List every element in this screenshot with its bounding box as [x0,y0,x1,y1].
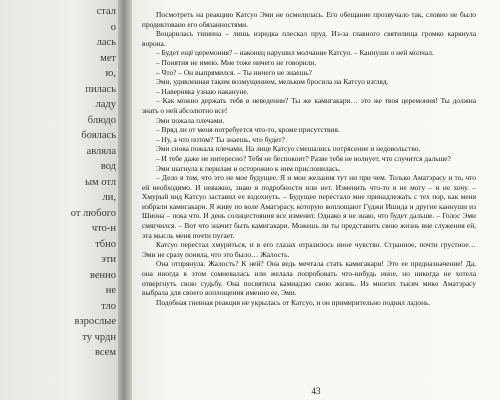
left-page-edge [0,0,122,400]
body-text [142,10,476,307]
paragraph: – Что? – Он выпрямился. – Ты ничего не знаешь? [156,67,312,77]
left-page-fragment: от любого [70,207,116,219]
left-page-fragment: что-н [91,223,116,234]
paragraph: – Как можно держать тебя в неведении? Ты же камигакари… это же твоя церемония! Ты должна знать о ней абсолютно все! [142,96,476,115]
left-page-fragment: эти [101,254,116,265]
paragraph: Эми, удивленная таким возмущением, мельком бросила на Катсуо взгляд. [156,77,389,87]
left-page-fragment: боялась [81,130,116,141]
left-page-fragment: не [105,285,116,296]
left-page-fragment: тло [101,300,116,312]
left-page-fragment: ладу [95,99,116,110]
paragraph: – Вряд ли от меня потребуется что-то, кроме присутствия. [156,125,340,135]
paragraph: Она отпрянула. Жалость? К ней? Она ведь мечтала стать камигакари! Это ее предназначение! Да, она иногда в этом сомневалась или желала попробовать что-нибудь иное, но никогда не хотела отвергнуть свою судьбу. Она посвятила камиадзю свою жизнь. Из многих тысяч мико Аматэрасу выбрала для своего воплощения именно ее, Эми. [142,259,476,298]
left-page-fragment: взрослые [74,316,116,327]
left-page-fragment: ю, [105,68,116,79]
right-page [132,0,500,400]
left-page-fragment: всем [95,347,116,358]
paragraph: – Ну, а что потом? Ты знаешь, что будет? [156,134,285,144]
paragraph: Воцарилась тишина – лишь изредка плескал пруд. Из-за главного святилища громко каркнула ворона. [142,29,476,48]
page-number: 43 [311,386,321,396]
left-page-fragment: лась [96,37,116,48]
left-page-fragment: ым отл [84,176,116,188]
paragraph: Подобная гневная реакция не укрылась от Катсуо, и он примирительно поднял ладонь. [156,297,431,307]
left-page-fragment: ли, [102,192,116,203]
left-page-fragment: о [110,21,116,33]
paragraph: Посмотреть на реакцию Катсуо Эми не осмелилась. Его обещание прозвучало так, словно не было продиктовано его обязанностями. [142,10,476,29]
book-spine [118,0,132,400]
left-page-fragment: пилась [85,83,116,95]
paragraph: Эми пожала плечами. [156,115,225,125]
paragraph: Эми шагнула к перилам и осторожно к ним прислонилась. [156,163,341,173]
paragraph: Катсуо перестал хмуриться, и в его глазах отразилось иное чувство. Странное, почти грустное… Эми не сразу поняла, что это было… Жалость. [142,240,476,259]
left-page-fragment: стал [96,6,116,17]
paragraph: – И тебе даже не интересно? Тебя не беспокоит? Разве тебя не волнует, что случится дальше? [156,153,451,163]
left-page-fragment: вод [100,161,116,172]
left-page-fragment: мет [100,52,116,64]
left-page-fragment: блюдо [87,114,116,126]
left-page-fragment: венно [89,269,116,281]
left-page-fragment: ту чрдн [82,331,116,343]
left-page-fragment: тбно [95,238,116,250]
paragraph: – Понятия не имею. Мне тоже ничего не говорили. [156,57,317,67]
paragraph: – Будет ещё церемония? – наконец нарушил молчание Катсуо. – Каннуши о ней молчал. [156,48,434,58]
paragraph: – Дело в том, что это не мое будущее. Я и мои желания тут ни при чем. Только Аматэрасу и то, что ей необходимо. И неважно, знаю я подробности или нет. Изменить что-то я не могу – и не хочу. – Хмурый вид Катсуо заставил ее вздохнуть. – Будущее перестало мне принадлежать с тех пор, как меня избрали камигакари. Я живу по воле Аматэрасу, которую воплощают Гуджи Ишида и другие каннуши из Шиона – пока что. И день солнцестояния все изменит. Однако я не знаю, что будет дальше. – Голос Эми смягчился. – Вот что значит быть камигакари. Можешь ли ты представить свою жизнь вне служения ей, эта мысль меня почти пугает. [142,173,476,240]
paragraph: – Наверняка узнаю накануне. [156,86,249,96]
left-page-fragment: авляла [86,145,116,157]
paragraph: Эми снова пожала плечами. На лице Катсуо смешались потрясение и недовольство. [156,144,421,154]
